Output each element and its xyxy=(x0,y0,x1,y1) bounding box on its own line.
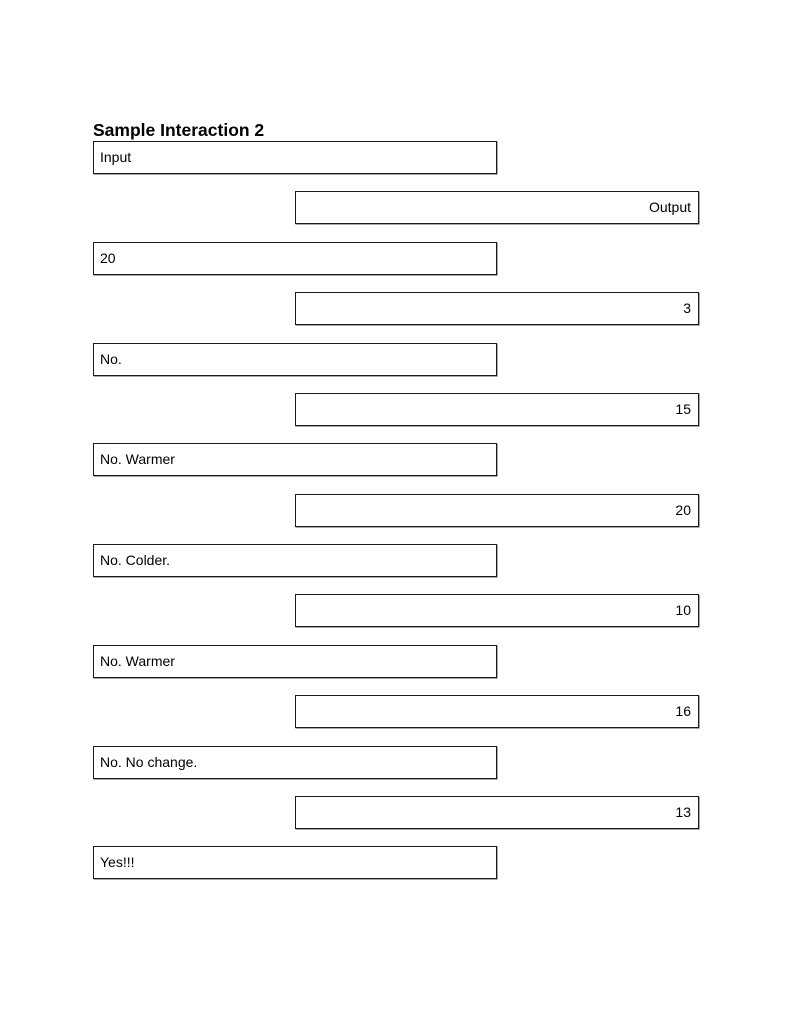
output-row xyxy=(295,796,699,829)
output-cell-text: 16 xyxy=(675,703,691,719)
output-row xyxy=(295,393,699,426)
output-cell-text: 20 xyxy=(675,502,691,518)
output-row xyxy=(295,594,699,627)
input-row xyxy=(93,645,497,678)
page-title: Sample Interaction 2 xyxy=(93,120,265,140)
output-cell-text: 15 xyxy=(675,401,691,417)
input-row xyxy=(93,746,497,779)
output-cell-text: Output xyxy=(648,199,691,215)
input-cell-text: No. Warmer xyxy=(100,451,175,467)
input-row-header xyxy=(93,141,497,174)
input-row xyxy=(93,846,497,879)
output-cell-text: 13 xyxy=(675,804,691,820)
output-cell-text: 10 xyxy=(675,602,691,618)
output-row-header xyxy=(295,191,699,224)
output-cell-text: 3 xyxy=(683,300,691,316)
input-cell-text: Yes!!! xyxy=(100,854,135,870)
input-row xyxy=(93,443,497,476)
output-row xyxy=(295,292,699,325)
output-row xyxy=(295,695,699,728)
output-row xyxy=(295,494,699,527)
input-cell-text: 20 xyxy=(100,250,116,266)
input-row xyxy=(93,242,497,275)
input-row xyxy=(93,544,497,577)
input-cell-text: No. No change. xyxy=(100,754,198,770)
input-cell-text: No. xyxy=(100,351,122,367)
input-cell-text: Input xyxy=(100,149,132,165)
input-cell-text: No. Warmer xyxy=(100,653,175,669)
input-cell-text: No. Colder. xyxy=(100,552,171,568)
input-row xyxy=(93,343,497,376)
